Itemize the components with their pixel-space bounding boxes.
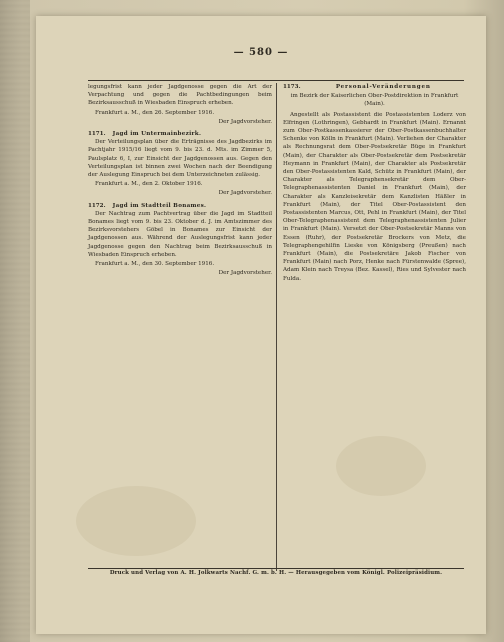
right-column xyxy=(283,83,466,284)
continued-paragraph: legungsfrist kann jeder Jagdgenosse gegen die Art der Verpachtung und gegen die Pachtbedingungen beim Bezirksausschuß in Wiesbaden Einspruch erheben. xyxy=(88,84,272,107)
left-column xyxy=(88,83,272,281)
book-binding-edge xyxy=(0,0,30,642)
entry-title: Personal-Veränderungen xyxy=(335,84,431,90)
page-number: — 580 — xyxy=(233,47,289,58)
entry-text: Der Verteilungsplan über die Erträgnisse des Jagdbezirks im Pachtjahr 1915/16 liegt vom 9. bis 23. d. Mts. im Zimmer 5, Paulsplatz 6, I, zur Einsicht der Jagdgenossen aus. Gegen den Verteilungsplan ist binnen zwei Wochen nach der Beendigung der Auslegung Einspruch bei dem Unterzeichneten zulässig. xyxy=(88,139,272,179)
entry-title: Jagd im Untermainbezirk. xyxy=(112,131,202,138)
footer-rule xyxy=(88,568,464,569)
entry-text: Der Nachtrag zum Pachtvertrag über die Jagd im Stadtteil Bonames liegt vom 9. bis 23. Oktober d. J. im Amtszimmer des Bezirksvorstehers Göbel in Bonames zur Einsicht der Jagdgenossen aus. Während der Auslegungsfrist kann jeder Jagdgenosse gegen den Nachtrag beim Bezirksausschuß in Wiesbaden Einspruch erheben. xyxy=(88,210,272,258)
column-divider xyxy=(276,83,277,571)
entry-title: Jagd im Stadtteil Bonames. xyxy=(112,202,207,209)
paper-stain xyxy=(336,436,426,496)
dateline: Frankfurt a. M., den 26. September 1916. xyxy=(95,109,215,116)
entry-number: 1173. xyxy=(283,84,301,90)
document-page xyxy=(36,16,486,634)
dateline: Frankfurt a. M., den 2. Oktober 1916. xyxy=(95,181,203,188)
entry-number: 1172. xyxy=(88,202,106,209)
signature: Der Jagdvorsteher. xyxy=(218,118,272,125)
imprint-footer: Druck und Verlag von A. H. Jolkwarts Nachf. G. m. b. H. — Herausgegeben vom Königl. Polizeipräsidium. xyxy=(109,570,443,576)
entry-number: 1171. xyxy=(88,131,106,138)
entry-heading-1172 xyxy=(88,202,272,210)
header-rule xyxy=(88,80,464,81)
signature: Der Jagdvorsteher. xyxy=(218,270,272,277)
entry-heading-1173 xyxy=(283,83,466,91)
signature: Der Jagdvorsteher. xyxy=(218,190,272,197)
entry-text: Angestellt als Postassistent die Postassistenten Loderz von Elfringen (Lothringen), Gebhardt in Frankfurt (Main). Ernannt zum Ober-Postkassenkassierer der Ober-Postkassenbuchhalter Schenke von Kölln in Frankfurt (Main). Verliehen der Charakter als Rechnungsrat dem Ober-Postsekretär Büge in Frankfurt (Main), der Charakter als Ober-Postsekretär dem Postsekretär Heymann in Frankfurt (Main), der Charakter als Postsekretär den Ober-Postassistenten Kald, Schütz in Frankfurt (Main), der Charakter als Telegraphensekretär dem Ober-Telegraphenassistenten Daniel in Frankfurt (Main), der Charakter als Kanzleisekretär dem Kanzlisten Häßler in Frankfurt (Main), der Titel Ober-Postassistent den Postassistenten Marcus, Ott, Pehl in Frankfurt (Main), der Titel Ober-Telegraphenassistent dem Telegraphenassistenten Julier in Frankfurt (Main). Versetzt der Ober-Postsekretär Manns von Essen (Ruhr), der Postsekretär Brockers von Metz, die Telegraphengehilfin Lieske von Königsberg (Preußen) nach Frankfurt (Main), die Postsekretäre Jakob Fischer von Frankfurt (Main) nach Porz, Henke nach Fürstenwalde (Spree), Adam Klein nach Treysa (Bez. Kassel), Ries und Sylvester nach Fulda. xyxy=(283,111,466,282)
entry-heading-1171 xyxy=(88,130,272,138)
entry-subtitle: im Bezirk der Kaiserlichen Ober-Postdirektion in Frankfurt (Main). xyxy=(290,93,459,108)
dateline: Frankfurt a. M., den 30. September 1916. xyxy=(95,261,215,268)
paper-stain xyxy=(76,486,196,556)
